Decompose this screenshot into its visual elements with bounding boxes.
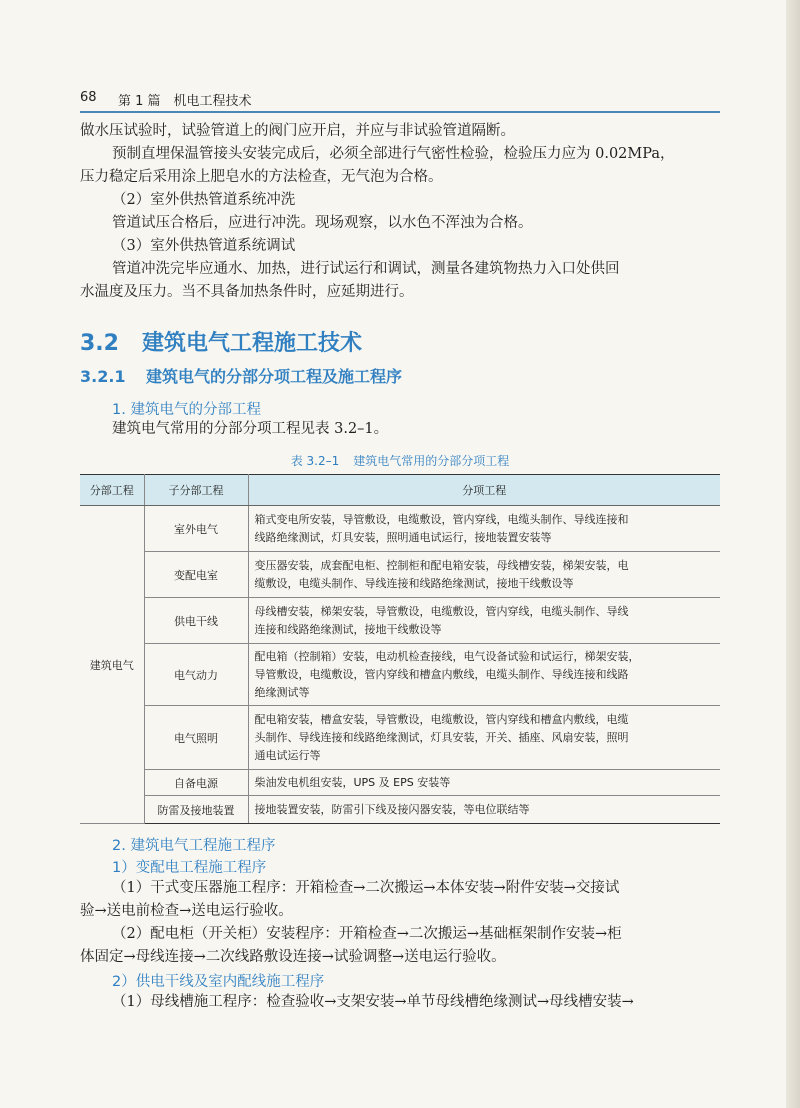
list-heading: （2）室外供热管道系统冲洗 — [112, 192, 296, 208]
items-line: 通电试运行等 — [254, 748, 321, 762]
header-title: 第 1 篇 机电工程技术 — [118, 94, 252, 109]
items-line: 柴油发电机组安装，UPS 及 EPS 安装等 — [254, 775, 451, 789]
items-cell — [248, 644, 720, 706]
table-caption — [80, 452, 720, 469]
table-header-cell: 子分部工程 — [144, 475, 248, 506]
paragraph-line: 压力稳定后采用涂上肥皂水的方法检查，无气泡为合格。 — [80, 169, 443, 185]
paragraph-line: 水温度及压力。当不具备加热条件时，应延期进行。 — [80, 284, 414, 300]
subsection-heading — [80, 364, 402, 387]
section-heading — [80, 326, 362, 357]
running-header — [80, 88, 720, 110]
page-number: 68 — [80, 90, 97, 105]
table-row — [80, 598, 720, 644]
subdivision-cell: 自备电源 — [144, 770, 248, 796]
division-cell: 建筑电气 — [80, 506, 144, 824]
paragraph-line: 建筑电气常用的分部分项工程见表 3.2–1。 — [112, 421, 389, 437]
subsection-title: 建筑电气的分部分项工程及施工程序 — [146, 367, 403, 386]
paragraph-line: （1）干式变压器施工程序：开箱检查→二次搬运→本体安装→附件安装→交接试 — [112, 880, 620, 896]
items-line: 缆敷设，电缆头制作、导线连接和线路绝缘测试，接地干线敷设等 — [254, 576, 574, 590]
table-caption-title: 建筑电气常用的分部分项工程 — [353, 454, 510, 468]
table-row — [80, 796, 720, 824]
subdivision-cell: 供电干线 — [144, 598, 248, 644]
part2-subheading: 2）供电干线及室内配线施工程序 — [112, 974, 325, 990]
header-rule — [80, 111, 720, 113]
table-header-row — [80, 475, 720, 506]
section-title: 建筑电气工程施工技术 — [142, 331, 363, 356]
table-row — [80, 706, 720, 770]
items-line: 绝缘测试等 — [254, 685, 310, 699]
table-row — [80, 770, 720, 796]
table-row — [80, 552, 720, 598]
items-line: 线路绝缘测试，灯具安装，照明通电试运行，接地装置安装等 — [254, 530, 552, 544]
paragraph-line: 预制直埋保温管接头安装完成后，必须全部进行气密性检验，检验压力应为 0.02MPa， — [112, 146, 675, 162]
items-line: 配电箱安装，槽盒安装，导管敷设，电缆敷设，管内穿线和槽盒内敷线，电缆 — [254, 712, 629, 726]
items-cell — [248, 770, 720, 796]
table-row — [80, 644, 720, 706]
paragraph-line: （2）配电柜（开关柜）安装程序：开箱检查→二次搬运→基础框架制作安装→柜 — [112, 926, 622, 942]
section-number: 3.2 — [80, 331, 119, 356]
items-line: 头制作、导线连接和线路绝缘测试，灯具安装，开关、插座、风扇安装，照明 — [254, 730, 629, 744]
subdivision-table — [80, 474, 720, 824]
table-caption-number: 表 3.2–1 — [290, 454, 340, 468]
paragraph-line: 管道冲洗完毕应通水、加热，进行试运行和调试，测量各建筑物热力入口处供回 — [112, 261, 620, 277]
items-line: 变压器安装，成套配电柜、控制柜和配电箱安装，母线槽安装，梯架安装，电 — [254, 558, 629, 572]
part1-heading: 1. 建筑电气的分部工程 — [112, 402, 261, 418]
subdivision-cell: 电气动力 — [144, 644, 248, 706]
subdivision-cell: 室外电气 — [144, 506, 248, 552]
paragraph-line: 体固定→母线连接→二次线路敷设连接→试验调整→送电运行验收。 — [80, 949, 506, 965]
paragraph-line: 做水压试验时，试验管道上的阀门应开启，并应与非试验管道隔断。 — [80, 123, 515, 139]
paragraph-line: 管道试压合格后，应进行冲洗。现场观察，以水色不浑浊为合格。 — [112, 215, 533, 231]
items-line: 箱式变电所安装，导管敷设，电缆敷设，管内穿线，电缆头制作、导线连接和 — [254, 512, 629, 526]
table-header-cell: 分部工程 — [80, 475, 144, 506]
paragraph-line: 验→送电前检查→送电运行验收。 — [80, 903, 293, 919]
items-line: 母线槽安装，梯架安装，导管敷设，电缆敷设，管内穿线，电缆头制作、导线 — [254, 604, 629, 618]
paragraph-line: （1）母线槽施工程序：检查验收→支架安装→单节母线槽绝缘测试→母线槽安装→ — [112, 994, 634, 1010]
items-line: 连接和线路绝缘测试，接地干线敷设等 — [254, 622, 442, 636]
items-cell — [248, 598, 720, 644]
list-heading: （3）室外供热管道系统调试 — [112, 238, 296, 254]
items-line: 配电箱（控制箱）安装，电动机检查接线，电气设备试验和试运行，梯架安装， — [254, 649, 640, 663]
items-cell — [248, 796, 720, 824]
table-header-cell: 分项工程 — [248, 475, 720, 506]
subdivision-cell: 防雷及接地装置 — [144, 796, 248, 824]
subdivision-cell: 变配电室 — [144, 552, 248, 598]
items-cell — [248, 552, 720, 598]
items-cell — [248, 506, 720, 552]
table-row — [80, 506, 720, 552]
subsection-number: 3.2.1 — [80, 367, 126, 386]
items-line: 接地装置安装，防雷引下线及接闪器安装，等电位联结等 — [254, 802, 530, 816]
part2-heading: 2. 建筑电气工程施工程序 — [112, 838, 276, 854]
subdivision-cell: 电气照明 — [144, 706, 248, 770]
part2-subheading: 1）变配电工程施工程序 — [112, 860, 267, 876]
items-cell — [248, 706, 720, 770]
items-line: 导管敷设，电缆敷设，管内穿线和槽盒内敷线，电缆头制作、导线连接和线路 — [254, 667, 629, 681]
page-edge — [786, 0, 800, 1108]
